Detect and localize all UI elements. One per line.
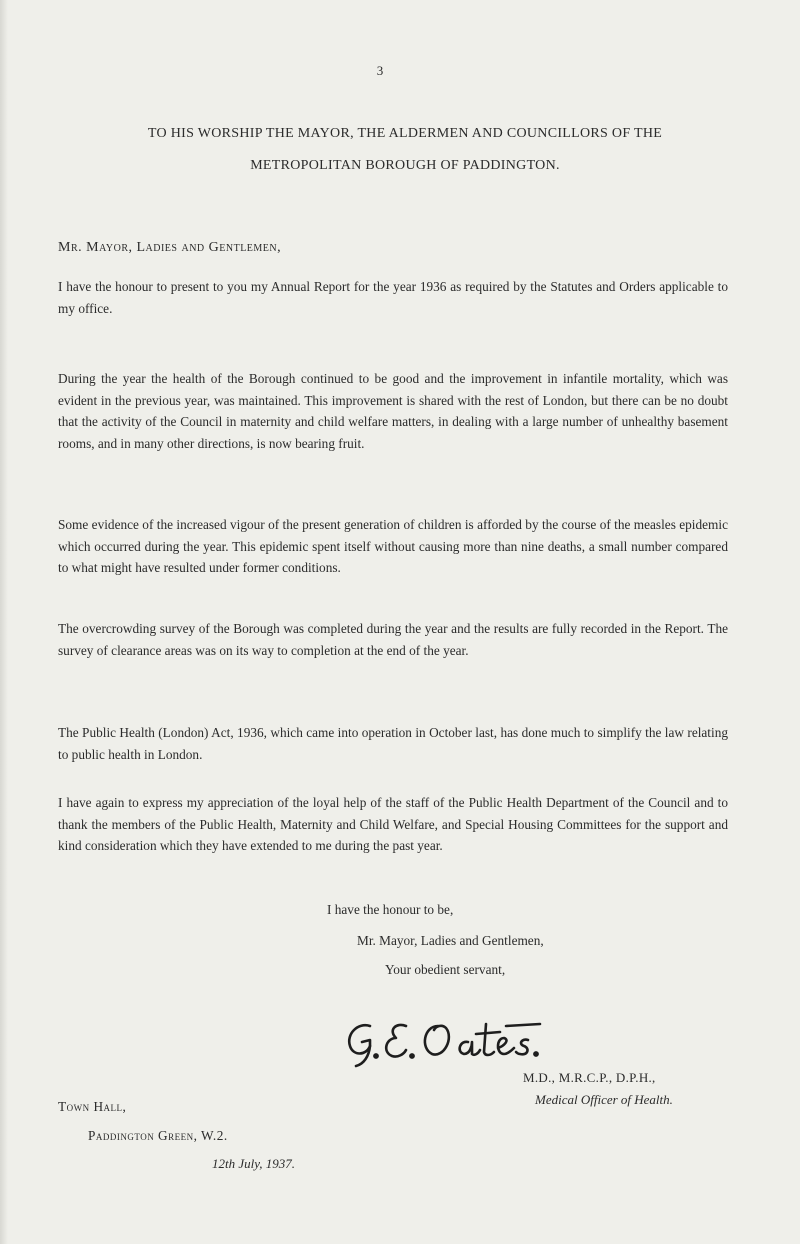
paragraph-text: I have the honour to present to you my Annual Report for the year 1936 as required by the Statutes and Orders applicable to my office. bbox=[58, 279, 728, 316]
page-edge-shadow bbox=[0, 0, 8, 1244]
closing-line-2: Mr. Mayor, Ladies and Gentlemen, bbox=[357, 933, 544, 948]
paragraph-text: Some evidence of the increased vigour of the present generation of children is afforded by the course of the measles epidemic which occurred during the year. This epidemic spent itself without causing more than nine deaths, a small number compared to what might have resulted under former conditions. bbox=[58, 517, 728, 575]
handwritten-signature bbox=[340, 1012, 610, 1072]
address-line-2: Paddington Green, W.2. bbox=[88, 1128, 228, 1143]
closing-line-1: I have the honour to be, bbox=[327, 902, 454, 917]
salutation: Mr. Mayor, Ladies and Gentlemen, bbox=[58, 240, 282, 255]
paragraph-3 bbox=[58, 514, 728, 579]
paragraph-5 bbox=[58, 722, 728, 765]
paragraph-text: The overcrowding survey of the Borough was completed during the year and the results are fully recorded in the Report. The survey of clearance areas was on its way to completion at the end of the year. bbox=[58, 621, 728, 658]
paragraph-2 bbox=[58, 368, 728, 454]
address-line-1: Town Hall, bbox=[58, 1099, 127, 1114]
letter-date: 12th July, 1937. bbox=[212, 1156, 296, 1171]
title-line-2: METROPOLITAN BOROUGH OF PADDINGTON. bbox=[250, 158, 560, 173]
title-line-1: TO HIS WORSHIP THE MAYOR, THE ALDERMEN AND COUNCILLORS OF THE bbox=[147, 126, 663, 141]
paragraph-text: During the year the health of the Borough continued to be good and the improvement in infantile mortality, which was evident in the previous year, was maintained. This improvement is shared with the rest of London, but there can be no doubt that the activity of the Council in maternity and child welfare matters, in dealing with a large number of unhealthy basement rooms, and in many other directions, is now bearing fruit. bbox=[58, 371, 728, 451]
paragraph-text: The Public Health (London) Act, 1936, which came into operation in October last, has done much to simplify the law relating to public health in London. bbox=[58, 725, 728, 762]
document-title bbox=[55, 118, 755, 182]
qualifications: M.D., M.R.C.P., D.P.H., bbox=[523, 1070, 656, 1085]
page-number: 3 bbox=[376, 63, 384, 78]
closing-line-3: Your obedient servant, bbox=[385, 962, 506, 977]
paragraph-6 bbox=[58, 792, 728, 857]
paragraph-4 bbox=[58, 618, 728, 661]
paragraph-text: I have again to express my appreciation of the loyal help of the staff of the Public Health Department of the Council and to thank the members of the Public Health, Maternity and Child Welfare, and Special Housing Committees for the support and kind consideration which they have extended to me during the past year. bbox=[58, 795, 728, 853]
office-title: Medical Officer of Health. bbox=[535, 1092, 673, 1107]
paragraph-1 bbox=[58, 276, 728, 319]
